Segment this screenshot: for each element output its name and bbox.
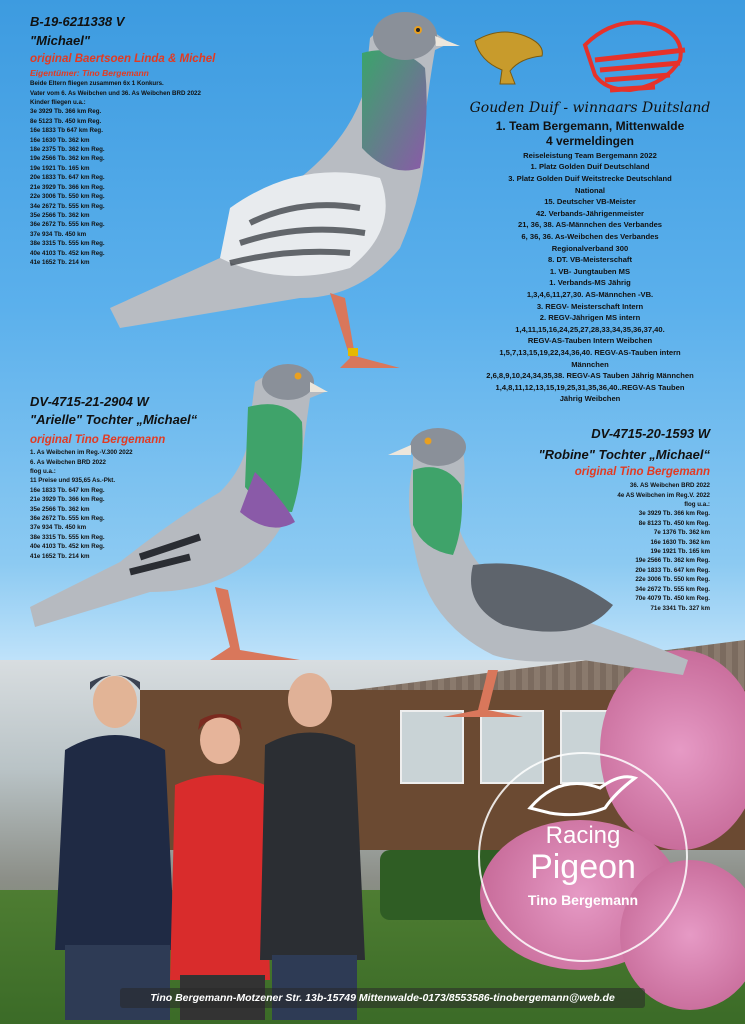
pigeon1-origin: original Baertsoen Linda & Michel: [30, 52, 216, 65]
pigeon1-ring-number: B-19-6211338 V: [30, 14, 125, 29]
red-dove-logo-icon: [575, 15, 695, 100]
pigeon2-info: [30, 394, 270, 561]
pigeon3-ring-number: DV-4715-20-1593 W: [591, 426, 710, 441]
pigeon3-info: [500, 426, 710, 613]
team-mentions: 4 vermeldingen: [545, 133, 635, 148]
people-photo: [10, 660, 430, 1020]
pigeon2-results: 1. As Weibchen im Reg.-V.300 2022 6. As Weibchen BRD 2022 flog u.a.: 11 Preise und 935,65 As.-Pkt. 16e 1833 Tb. 647 km Reg. 21e 3929 Tb. 366 km Reg. 35e 2566 Tb. 362 km 36e 2672 Tb. 555 km Reg. 37e 934 Tb. 450 km 38e 3315 Tb. 555 km Reg. 40e 4103 Tb. 452 km Reg. 41e 1652 Tb. 214 km: [30, 449, 133, 560]
pigeon1-name: "Michael": [30, 33, 91, 49]
flying-pigeon-logo-icon: [520, 768, 640, 828]
contact-footer: Tino Bergemann-Motzener Str. 13b-15749 Mittenwalde-0173/8553586-tinobergemann@web.de: [120, 988, 645, 1008]
team-achievements: [455, 100, 725, 405]
pigeon1-owner: Eigentümer: Tino Bergemann: [30, 68, 149, 79]
golden-pigeon-title: Gouden Duif - winnaars Duitsland: [469, 100, 711, 116]
racing-pigeon-logo: [478, 752, 688, 962]
pigeon3-results: 36. AS Weibchen BRD 2022 4e AS Weibchen im Reg.V. 2022 flog u.a.: 3e 3929 Tb. 366 km Reg. 8e 8123 Tb. 450 km Reg. 7e 1376 Tb. 362 km 16e 1630 Tb. 362 km 19e 1921 Tb. 165 km 19e 2566 Tb. 362 km Reg. 20e 1833 Tb. 647 km Reg. 22e 3006 Tb. 550 km Reg. 34e 2672 Tb. 555 km Reg. 70e 4079 Tb. 450 km Reg. 71e 3341 Tb. 327 km: [617, 482, 710, 612]
team-name: 1. Team Bergemann, Mittenwalde: [495, 118, 685, 133]
pigeon2-origin: original Tino Bergemann: [30, 433, 166, 446]
pigeon2-ring-number: DV-4715-21-2904 W: [30, 394, 149, 409]
pigeon1-info: [30, 14, 270, 267]
logo-racing: Racing: [545, 822, 621, 849]
golden-pigeon-trophy-icon: [470, 26, 550, 86]
pigeon3-name: "Robine" Tochter „Michael“: [538, 447, 710, 463]
logo-pigeon: Pigeon: [530, 848, 636, 886]
team-results: Reiseleistung Team Bergemann 2022 1. Platz Golden Duif Deutschland 3. Platz Golden Duif Weitstrecke Deutschland National 15. Deutscher VB-Meister 42. Verbands-Jährigenmeister 21, 36, 38. AS-Männchen des Verbandes 6, 36, 36. As-Weibchen des Verbandes Regionalverband 300 8. DT. VB-Meisterschaft 1. VB- Jungtauben MS 1. Verbands-MS Jährig 1,3,4,6,11,27,30. AS-Männchen -VB. 3. REGV- Meisterschaft Intern 2. REGV-Jährigen MS intern 1,4,11,15,16,24,25,27,28,33,34,35,36,37,40. REGV-AS-Tauben Intern Weibchen 1,5,7,13,15,19,22,34,36,40. REGV-AS-Tauben intern Männchen 2,6,8,9,10,24,34,35,38. REGV-AS Tauben Jährig Männchen 1,4,8,11,12,13,15,19,25,31,35,36,40..REGV-AS Tauben Jährig Weibchen: [486, 150, 694, 404]
pigeon1-results: Beide Eltern fliegen zusammen 6x 1 Konkurs. Vater vom 6. As Weibchen und 36. As Weibchen BRD 2022 Kinder fliegen u.a.: 3e 3929 Tb. 366 km Reg. 8e 5123 Tb. 450 km Reg. 16e 1833 Tb 647 km Reg. 16e 1630 Tb. 362 km 18e 2375 Tb. 362 km Reg. 19e 2566 Tb. 362 km Reg. 19e 1921 Tb. 165 km 20e 1833 Tb. 647 km Reg. 21e 3929 Tb. 366 km Reg. 22e 3006 Tb. 550 km Reg. 34e 2672 Tb. 555 km Reg. 35e 2566 Tb. 362 km 36e 2672 Tb. 555 km Reg. 37e 934 Tb. 450 km 38e 3315 Tb. 555 km Reg. 40e 4103 Tb. 452 km Reg. 41e 1652 Tb. 214 km: [30, 80, 201, 266]
pigeon2-name: "Arielle" Tochter „Michael“: [30, 412, 198, 428]
logo-owner: Tino Bergemann: [527, 892, 639, 908]
pigeon3-origin: original Tino Bergemann: [574, 465, 710, 478]
